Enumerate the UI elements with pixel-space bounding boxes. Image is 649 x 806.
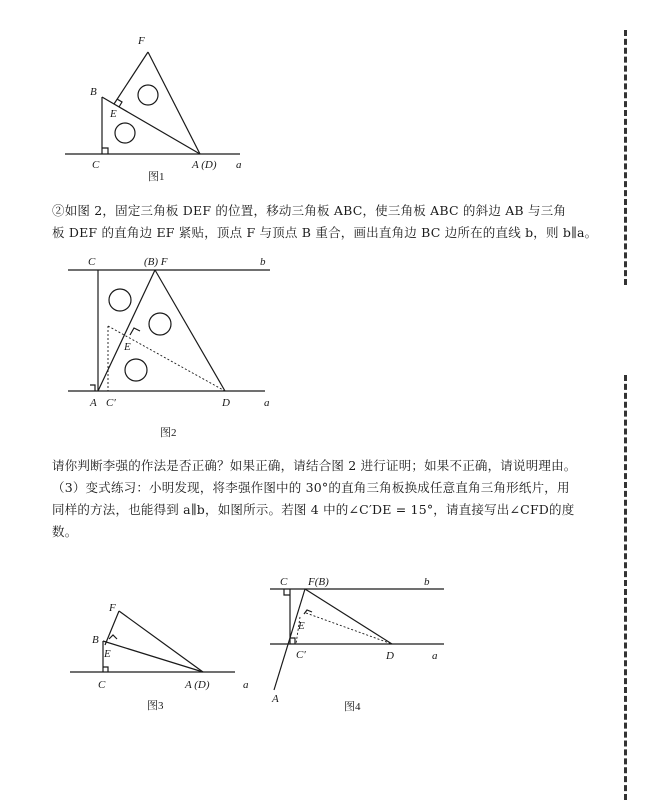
caption-fig2: 图2 <box>160 427 177 439</box>
segment-fd <box>305 589 392 644</box>
label-b: B <box>90 86 97 98</box>
paragraph-question <box>52 455 608 543</box>
caption-fig1: 图1 <box>148 171 165 183</box>
label-d: D <box>386 650 394 662</box>
label-a: a <box>236 159 242 171</box>
segment-fd <box>119 611 203 672</box>
label-c: C <box>280 576 288 588</box>
hole-2 <box>149 313 171 335</box>
figure-2 <box>60 250 300 445</box>
binding-line-bottom <box>624 375 627 800</box>
label-ad: A (D) <box>185 679 210 691</box>
right-angle-cprime <box>90 385 95 391</box>
label-d: D <box>222 397 230 409</box>
step2-line1: ②如图 2，固定三角板 DEF 的位置，移动三角板 ABC，使三角板 ABC 的斜边 AB 与三角 <box>52 203 567 218</box>
label-bf: (B) F <box>144 256 168 268</box>
label-e: E <box>298 620 305 632</box>
dashed-hypotenuse <box>108 326 225 391</box>
label-e: E <box>110 108 117 120</box>
right-angle-c <box>284 589 290 595</box>
binding-line-top <box>624 30 627 285</box>
label-ad: A (D) <box>192 159 217 171</box>
label-cprime: C′ <box>106 397 116 409</box>
right-angle-e <box>109 635 117 639</box>
label-cprime: C′ <box>296 649 306 661</box>
label-c: C <box>88 256 96 268</box>
caption-fig3: 图3 <box>147 700 164 712</box>
figure-1 <box>60 30 280 185</box>
label-fb: F(B) <box>308 576 329 588</box>
right-angle-c <box>102 148 108 154</box>
paragraph-step2 <box>52 200 608 244</box>
label-b: b <box>424 576 430 588</box>
hole-3 <box>125 359 147 381</box>
segment-ba <box>103 641 203 672</box>
label-a-point: A <box>90 397 97 409</box>
question-line3: 同样的方法，也能得到 a∥b，如图所示。若图 4 中的∠C′DE = 15°，请直接写出∠CFD的度 <box>52 502 575 517</box>
right-angle-e <box>304 610 312 614</box>
question-line1: 请你判断李强的作法是否正确？如果正确，请结合图 2 进行证明；如果不正确，请说明理由。 <box>52 458 577 473</box>
label-e: E <box>104 648 111 660</box>
label-a-line: a <box>264 397 270 409</box>
label-a: a <box>243 679 249 691</box>
label-f: F <box>138 35 145 47</box>
label-a-point: A <box>272 693 279 705</box>
question-line4: 数。 <box>52 524 78 539</box>
figure-3 <box>65 595 265 720</box>
label-c: C <box>98 679 106 691</box>
hole-bottom <box>115 123 135 143</box>
label-c: C <box>92 159 100 171</box>
hole-top <box>138 85 158 105</box>
label-f: F <box>109 602 116 614</box>
label-a-line: a <box>432 650 438 662</box>
label-b: b <box>260 256 266 268</box>
segment-fd <box>155 270 225 391</box>
label-b: B <box>92 634 99 646</box>
hole-1 <box>109 289 131 311</box>
step2-line2: 板 DEF 的直角边 EF 紧贴，顶点 F 与顶点 B 重合，画出直角边 BC 边所在的直线 b，则 b∥a。 <box>52 225 598 240</box>
dashed-ed <box>306 613 392 644</box>
segment-fe <box>114 52 148 104</box>
segment-fe <box>105 611 119 645</box>
question-line2: （3）变式练习：小明发现，将李强作图中的 30°的直角三角板换成任意直角三角形纸片，用 <box>52 480 570 495</box>
figure-4 <box>262 572 462 722</box>
label-e: E <box>124 341 131 353</box>
caption-fig4: 图4 <box>344 701 361 713</box>
right-angle-c <box>103 667 108 672</box>
right-angle-e <box>130 328 140 335</box>
right-angle-cprime <box>290 638 295 644</box>
